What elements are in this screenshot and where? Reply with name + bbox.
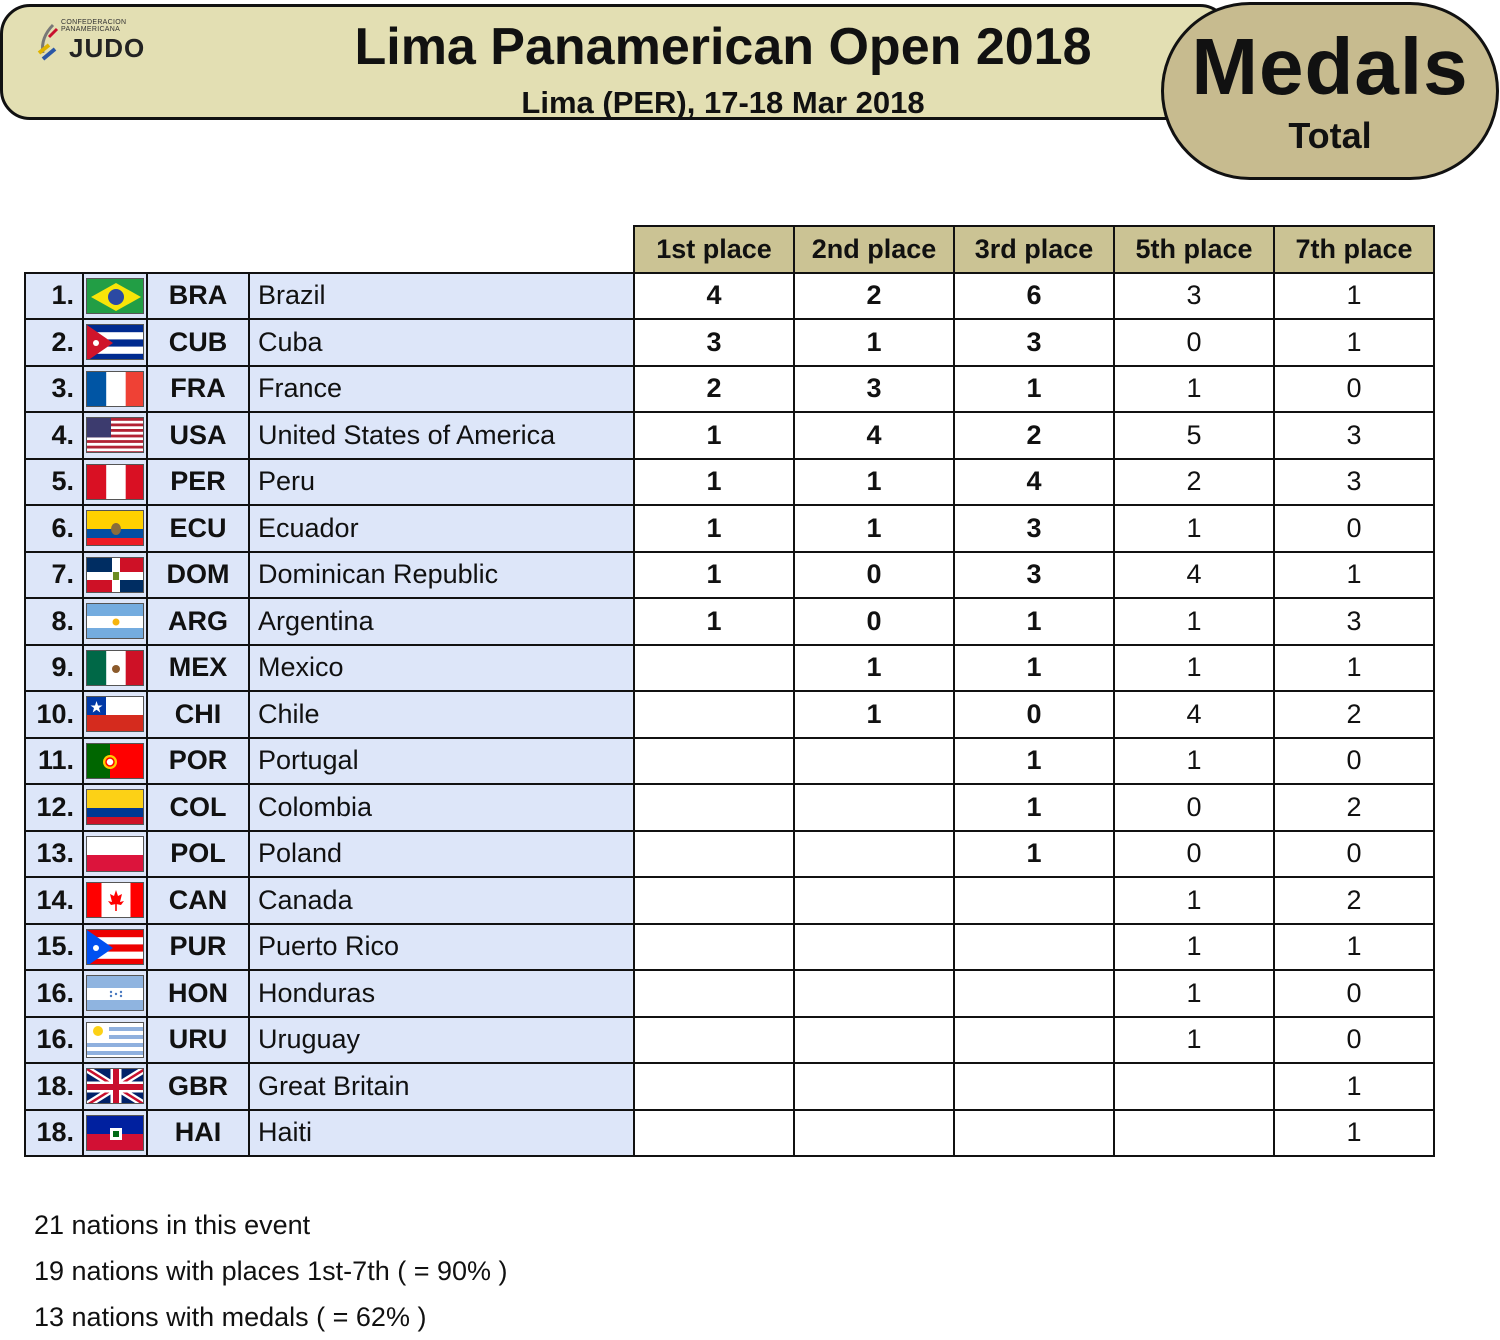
place-count-cell: [634, 877, 794, 924]
place-count-cell: 1: [1114, 924, 1274, 971]
rank-cell: 4.: [25, 412, 83, 459]
rank-cell: 3.: [25, 366, 83, 413]
table-row: [25, 598, 1434, 645]
place-count-cell: [634, 645, 794, 692]
country-name-cell: United States of America: [249, 412, 634, 459]
place-count-cell: 0: [1274, 366, 1434, 413]
place-count-cell: 2: [1274, 691, 1434, 738]
country-code-cell: BRA: [147, 273, 249, 320]
table-row: [25, 645, 1434, 692]
flag-cell: [83, 1110, 147, 1157]
bra-flag-icon: [86, 278, 144, 314]
flag-cell: [83, 924, 147, 971]
place-count-cell: [794, 831, 954, 878]
logo-small-text: CONFEDERACION PANAMERICANA: [61, 19, 127, 33]
country-name-cell: Brazil: [249, 273, 634, 320]
rank-cell: 14.: [25, 877, 83, 924]
place-count-cell: 0: [794, 552, 954, 599]
place-count-cell: 1: [794, 319, 954, 366]
rank-cell: 12.: [25, 784, 83, 831]
per-flag-icon: [86, 464, 144, 500]
place-count-cell: 0: [1274, 738, 1434, 785]
country-code-cell: HON: [147, 970, 249, 1017]
country-name-cell: Colombia: [249, 784, 634, 831]
rank-cell: 15.: [25, 924, 83, 971]
note-line: 21 nations in this event: [34, 1210, 311, 1240]
place-count-cell: [794, 877, 954, 924]
place-count-cell: 3: [954, 319, 1114, 366]
place-count-cell: [954, 1063, 1114, 1110]
place-count-cell: 2: [794, 273, 954, 320]
place-count-cell: 1: [1114, 738, 1274, 785]
place-count-cell: [794, 970, 954, 1017]
place-count-cell: 1: [954, 645, 1114, 692]
flag-cell: [83, 1063, 147, 1110]
country-code-cell: CHI: [147, 691, 249, 738]
country-code-cell: POR: [147, 738, 249, 785]
table-row: [25, 924, 1434, 971]
table-row: [25, 552, 1434, 599]
flag-cell: [83, 459, 147, 506]
country-code-cell: ARG: [147, 598, 249, 645]
place-count-cell: [794, 1017, 954, 1064]
place-count-cell: 1: [954, 738, 1114, 785]
place-count-cell: 5: [1114, 412, 1274, 459]
country-name-cell: Puerto Rico: [249, 924, 634, 971]
rank-cell: 18.: [25, 1110, 83, 1157]
flag-cell: [83, 598, 147, 645]
place-count-cell: 1: [794, 645, 954, 692]
place-count-cell: 2: [1114, 459, 1274, 506]
place-count-cell: [634, 691, 794, 738]
place-count-cell: 0: [1114, 784, 1274, 831]
cub-flag-icon: [86, 324, 144, 360]
country-code-cell: POL: [147, 831, 249, 878]
place-count-cell: 3: [1274, 412, 1434, 459]
table-row: [25, 738, 1434, 785]
place-count-cell: [634, 1017, 794, 1064]
place-count-cell: 1: [1274, 1063, 1434, 1110]
rank-cell: 16.: [25, 970, 83, 1017]
flag-cell: [83, 366, 147, 413]
place-count-cell: 1: [1274, 552, 1434, 599]
place-count-cell: [634, 831, 794, 878]
summary-notes: [34, 1202, 508, 1340]
country-code-cell: URU: [147, 1017, 249, 1064]
place-count-cell: 1: [954, 784, 1114, 831]
place-count-cell: 1: [1274, 645, 1434, 692]
rank-cell: 18.: [25, 1063, 83, 1110]
uru-flag-icon: [86, 1022, 144, 1058]
country-name-cell: Portugal: [249, 738, 634, 785]
place-count-cell: 0: [1274, 1017, 1434, 1064]
column-header: 1st place: [634, 226, 794, 273]
country-name-cell: Uruguay: [249, 1017, 634, 1064]
country-code-cell: FRA: [147, 366, 249, 413]
place-count-cell: 0: [1274, 970, 1434, 1017]
place-count-cell: 1: [1114, 598, 1274, 645]
place-count-cell: 1: [1114, 877, 1274, 924]
place-count-cell: 3: [954, 505, 1114, 552]
logo-text: JUDO: [69, 33, 146, 63]
rank-cell: 16.: [25, 1017, 83, 1064]
place-count-cell: 1: [1274, 273, 1434, 320]
column-header: 5th place: [1114, 226, 1274, 273]
place-count-cell: 1: [794, 691, 954, 738]
mex-flag-icon: [86, 650, 144, 686]
flag-cell: [83, 412, 147, 459]
rank-cell: 9.: [25, 645, 83, 692]
country-name-cell: Argentina: [249, 598, 634, 645]
column-header: 3rd place: [954, 226, 1114, 273]
place-count-cell: 1: [634, 505, 794, 552]
country-code-cell: DOM: [147, 552, 249, 599]
country-name-cell: Dominican Republic: [249, 552, 634, 599]
place-count-cell: [1114, 1063, 1274, 1110]
country-name-cell: Haiti: [249, 1110, 634, 1157]
place-count-cell: 1: [634, 412, 794, 459]
place-count-cell: 1: [1274, 924, 1434, 971]
pol-flag-icon: [86, 836, 144, 872]
col-flag-icon: [86, 789, 144, 825]
pur-flag-icon: [86, 929, 144, 965]
place-count-cell: 1: [954, 831, 1114, 878]
place-count-cell: [794, 924, 954, 971]
place-count-cell: 4: [954, 459, 1114, 506]
table-row: [25, 877, 1434, 924]
flag-cell: [83, 319, 147, 366]
country-name-cell: Poland: [249, 831, 634, 878]
place-count-cell: 0: [1114, 319, 1274, 366]
table-row: [25, 1063, 1434, 1110]
place-count-cell: 1: [1274, 319, 1434, 366]
place-count-cell: [954, 970, 1114, 1017]
place-count-cell: [794, 1110, 954, 1157]
place-count-cell: [634, 1110, 794, 1157]
place-count-cell: 0: [1274, 505, 1434, 552]
note-line: 13 nations with medals ( = 62% ): [34, 1302, 427, 1332]
flag-cell: [83, 505, 147, 552]
place-count-cell: 2: [954, 412, 1114, 459]
place-count-cell: [634, 738, 794, 785]
place-count-cell: [954, 1110, 1114, 1157]
place-count-cell: 1: [634, 552, 794, 599]
rank-cell: 2.: [25, 319, 83, 366]
rank-cell: 1.: [25, 273, 83, 320]
flag-cell: [83, 645, 147, 692]
country-name-cell: Canada: [249, 877, 634, 924]
table-row: [25, 273, 1434, 320]
country-name-cell: Honduras: [249, 970, 634, 1017]
country-code-cell: CAN: [147, 877, 249, 924]
column-header: 2nd place: [794, 226, 954, 273]
country-name-cell: Peru: [249, 459, 634, 506]
place-count-cell: 0: [1274, 831, 1434, 878]
rank-cell: 5.: [25, 459, 83, 506]
chi-flag-icon: [86, 696, 144, 732]
place-count-cell: 1: [1114, 505, 1274, 552]
table-row: [25, 459, 1434, 506]
gbr-flag-icon: [86, 1068, 144, 1104]
country-code-cell: PUR: [147, 924, 249, 971]
place-count-cell: 6: [954, 273, 1114, 320]
country-name-cell: Mexico: [249, 645, 634, 692]
place-count-cell: [634, 1063, 794, 1110]
place-count-cell: [794, 738, 954, 785]
rank-cell: 10.: [25, 691, 83, 738]
place-count-cell: 1: [1114, 970, 1274, 1017]
flag-cell: [83, 970, 147, 1017]
place-count-cell: [634, 924, 794, 971]
place-count-cell: [954, 924, 1114, 971]
place-count-cell: 1: [794, 459, 954, 506]
rank-cell: 6.: [25, 505, 83, 552]
country-code-cell: CUB: [147, 319, 249, 366]
place-count-cell: 1: [794, 505, 954, 552]
rank-cell: 13.: [25, 831, 83, 878]
flag-cell: [83, 691, 147, 738]
flag-cell: [83, 784, 147, 831]
title-banner: [0, 4, 1230, 120]
place-count-cell: [794, 784, 954, 831]
badge-subtitle: Total: [1288, 115, 1372, 156]
place-count-cell: 1: [1114, 1017, 1274, 1064]
place-count-cell: [634, 784, 794, 831]
rank-cell: 7.: [25, 552, 83, 599]
place-count-cell: 4: [634, 273, 794, 320]
country-code-cell: ECU: [147, 505, 249, 552]
place-count-cell: [1114, 1110, 1274, 1157]
place-count-cell: 1: [634, 459, 794, 506]
note-line: 19 nations with places 1st-7th ( = 90% ): [34, 1256, 508, 1286]
badge-title: Medals: [1191, 22, 1469, 111]
flag-cell: [83, 738, 147, 785]
table-row: [25, 319, 1434, 366]
table-row: [25, 970, 1434, 1017]
column-header: 7th place: [1274, 226, 1434, 273]
place-count-cell: 0: [1114, 831, 1274, 878]
place-count-cell: 2: [1274, 784, 1434, 831]
place-count-cell: [954, 1017, 1114, 1064]
place-count-cell: 1: [634, 598, 794, 645]
place-count-cell: 1: [1274, 1110, 1434, 1157]
flag-cell: [83, 1017, 147, 1064]
place-count-cell: [794, 1063, 954, 1110]
place-count-cell: 1: [954, 598, 1114, 645]
table-row: [25, 1017, 1434, 1064]
can-flag-icon: [86, 882, 144, 918]
fra-flag-icon: [86, 371, 144, 407]
table-row: [25, 366, 1434, 413]
ecu-flag-icon: [86, 510, 144, 546]
por-flag-icon: [86, 743, 144, 779]
place-count-cell: 2: [634, 366, 794, 413]
flag-cell: [83, 273, 147, 320]
medals-total-badge: [1161, 2, 1499, 180]
country-name-cell: France: [249, 366, 634, 413]
dom-flag-icon: [86, 557, 144, 593]
place-count-cell: 4: [794, 412, 954, 459]
country-code-cell: MEX: [147, 645, 249, 692]
place-count-cell: 3: [634, 319, 794, 366]
page-subtitle: Lima (PER), 17-18 Mar 2018: [521, 85, 925, 120]
hai-flag-icon: [86, 1115, 144, 1151]
table-row: [25, 691, 1434, 738]
table-row: [25, 505, 1434, 552]
place-count-cell: 1: [1114, 645, 1274, 692]
table-header-row: [25, 226, 1434, 273]
place-count-cell: 3: [794, 366, 954, 413]
usa-flag-icon: [86, 417, 144, 453]
place-count-cell: 0: [954, 691, 1114, 738]
table-row: [25, 412, 1434, 459]
medal-table: [24, 225, 1435, 1157]
table-row: [25, 784, 1434, 831]
place-count-cell: 3: [1274, 459, 1434, 506]
place-count-cell: 1: [1114, 366, 1274, 413]
flag-cell: [83, 831, 147, 878]
country-code-cell: PER: [147, 459, 249, 506]
table-row: [25, 831, 1434, 878]
country-name-cell: Ecuador: [249, 505, 634, 552]
flag-cell: [83, 552, 147, 599]
arg-flag-icon: [86, 603, 144, 639]
table-row: [25, 1110, 1434, 1157]
country-code-cell: GBR: [147, 1063, 249, 1110]
place-count-cell: 3: [1274, 598, 1434, 645]
place-count-cell: 4: [1114, 691, 1274, 738]
rank-cell: 8.: [25, 598, 83, 645]
country-name-cell: Chile: [249, 691, 634, 738]
place-count-cell: 4: [1114, 552, 1274, 599]
hon-flag-icon: [86, 975, 144, 1011]
country-name-cell: Cuba: [249, 319, 634, 366]
country-code-cell: USA: [147, 412, 249, 459]
place-count-cell: [954, 877, 1114, 924]
place-count-cell: 1: [954, 366, 1114, 413]
place-count-cell: 2: [1274, 877, 1434, 924]
flag-cell: [83, 877, 147, 924]
country-name-cell: Great Britain: [249, 1063, 634, 1110]
place-count-cell: 3: [954, 552, 1114, 599]
page-title: Lima Panamerican Open 2018: [354, 18, 1092, 76]
place-count-cell: 0: [794, 598, 954, 645]
place-count-cell: 3: [1114, 273, 1274, 320]
place-count-cell: [634, 970, 794, 1017]
country-code-cell: HAI: [147, 1110, 249, 1157]
rank-cell: 11.: [25, 738, 83, 785]
country-code-cell: COL: [147, 784, 249, 831]
